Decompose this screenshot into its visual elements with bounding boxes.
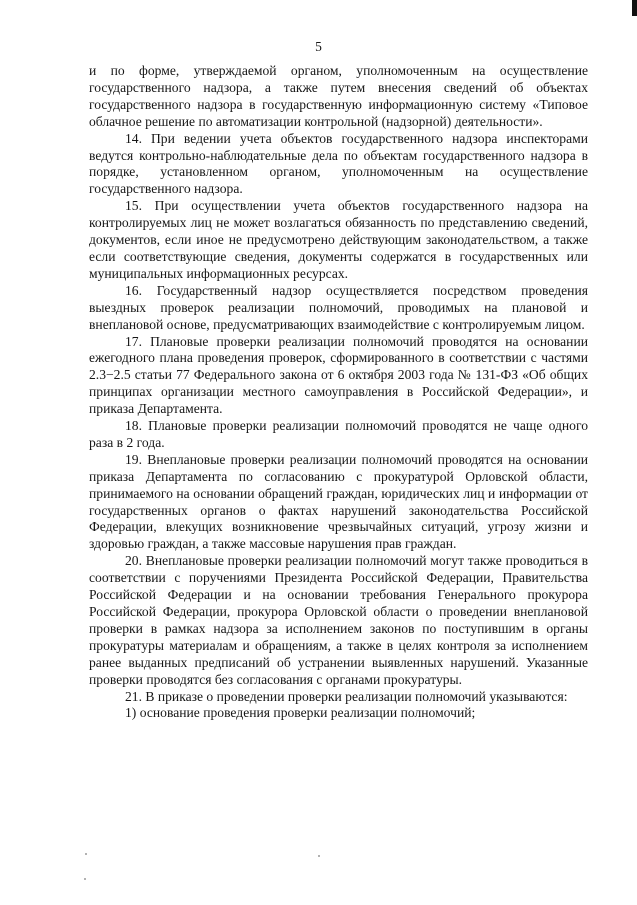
paragraph-18: 18. Плановые проверки реализации полномочий проводятся не чаще одного раза в 2 года. [89, 418, 588, 450]
list-item-1: 1) основание проведения проверки реализации полномочий; [125, 705, 476, 721]
paragraph-16: 16. Государственный надзор осуществляется посредством проведения выездных проверок реализации полномочий, проводимых на плановой и внеплановой основе, предусматривающих взаимодействие с контролируемым лицом. [89, 282, 588, 332]
scan-speck [85, 853, 87, 855]
paragraph-17: 17. Плановые проверки реализации полномочий проводятся на основании ежегодного плана проведения проверок, сформированного в соответствии с частями 2.3−2.5 статьи 77 Федерального закона от 6 октября 2003 года № 131-ФЗ «Об общих принципах организации местного самоуправления в Российской Федерации», и приказа Департамента. [89, 333, 588, 417]
paragraph-21: 21. В приказе о проведении проверки реализации полномочий указываются: [125, 688, 568, 704]
scan-speck [84, 878, 86, 880]
paragraph-20: 20. Внеплановые проверки реализации полномочий могут также проводиться в соответствии с поручениями Президента Российской Федерации, Правительства Российской Федерации и на основании требования Генерального прокурора Российской Федерации, прокурора Орловской области о проведении внеплановой проверки в рамках надзора за исполнением законов по поступившим в органы прокуратуры материалам и обращениям, а также в целях контроля за исполнением ранее выданных предписаний об устранении выявленных нарушений. Указанные проверки проводятся без согласования с органами прокуратуры. [89, 553, 588, 687]
document-body [89, 63, 588, 722]
paragraph-15: 15. При осуществлении учета объектов государственного надзора на контролируемых лиц не может возлагаться обязанность по представлению сведений, документов, если иное не предусмотрено действующим законодательством, а также если соответствующие сведения, документы содержатся в государственных или муниципальных информационных ресурсах. [89, 198, 588, 281]
paragraph-continuation: и по форме, утверждаемой органом, уполномоченным на осуществление государственного надзора, а также путем внесения сведений об объектах государственного надзора в государственную информационную систему «Типовое облачное решение по автоматизации контрольной (надзорной) деятельности». [89, 63, 588, 129]
scan-speck [318, 855, 320, 857]
paragraph-14: 14. При ведении учета объектов государственного надзора инспекторами ведутся контрольно-наблюдательные дела по объектам государственного надзора в порядке, установленном органом, уполномоченным на осуществление государственного надзора. [89, 130, 588, 197]
paragraph-19: 19. Внеплановые проверки реализации полномочий проводятся на основании приказа Департамента по согласованию с прокуратурой Орловской области, принимаемого на основании обращений граждан, юридических лиц и информации от государственных органов о фактах нарушений законодательства Российской Федерации, влекущих возникновение чрезвычайных ситуаций, угрозу жизни и здоровью граждан, а также массовые нарушения прав граждан. [89, 451, 588, 552]
page-number: 5 [315, 39, 322, 54]
scan-corner-mark [632, 0, 637, 16]
